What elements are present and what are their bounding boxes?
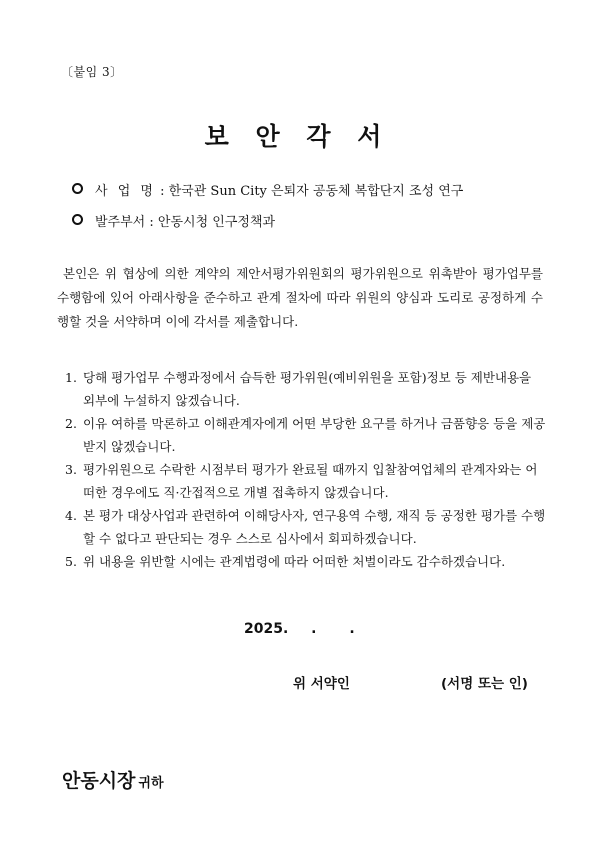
- item-number: 1.: [65, 370, 77, 385]
- project-separator: :: [160, 184, 165, 199]
- signature-or-seal-label: (서명 또는 인): [441, 676, 528, 692]
- circle-bullet-icon: [72, 183, 83, 194]
- list-item: [65, 550, 547, 573]
- project-value: 한국관 Sun City 은퇴자 공동체 복합단지 조성 연구: [168, 184, 464, 199]
- date-line: [244, 621, 355, 637]
- department-separator: :: [149, 215, 154, 230]
- item-text: 위 내용을 위반할 시에는 관계법령에 따라 어떠한 처벌이라도 감수하겠습니다.: [83, 554, 506, 569]
- department-label: 발주부서: [95, 215, 146, 230]
- pledge-list: [65, 366, 547, 573]
- recipient-name: 안동시장: [62, 770, 136, 792]
- date-month: .: [311, 621, 317, 637]
- item-text: 이유 여하를 막론하고 이해관계자에게 어떤 부당한 요구를 하거나 금품향응 등을 제공받지 않겠습니다.: [83, 416, 546, 454]
- circle-bullet-icon: [72, 214, 83, 225]
- signer-label: 위 서약인: [293, 676, 350, 692]
- item-number: 5.: [65, 554, 77, 569]
- department-line: [72, 211, 275, 230]
- attachment-label: 〔붙임 3〕: [61, 65, 123, 79]
- item-text: 당해 평가업무 수행과정에서 습득한 평가위원(예비위원을 포함)정보 등 제반내용을 외부에 누설하지 않겠습니다.: [83, 370, 532, 408]
- recipient-suffix: 귀하: [138, 776, 164, 791]
- document-title: 보 안 각 서: [204, 122, 391, 151]
- date-day: .: [349, 621, 355, 637]
- list-item: [65, 458, 547, 504]
- item-number: 2.: [65, 416, 77, 431]
- intro-paragraph: 본인은 위 협상에 의한 계약의 제안서평가위원회의 평가위원으로 위촉받아 평가업무를 수행함에 있어 아래사항을 준수하고 관계 절차에 따라 위원의 양심과 도리로 공정하게 수행할 것을 서약하며 이에 각서를 제출합니다.: [57, 266, 543, 329]
- item-number: 3.: [65, 462, 77, 477]
- recipient: [62, 766, 164, 793]
- date-year: 2025.: [244, 621, 289, 637]
- department-value: 안동시청 인구정책과: [157, 215, 276, 230]
- list-item: [65, 412, 547, 458]
- item-text: 평가위원으로 수락한 시점부터 평가가 완료될 때까지 입찰참여업체의 관계자와는 어떠한 경우에도 직·간접적으로 개별 접촉하지 않겠습니다.: [83, 462, 538, 500]
- project-label: 사 업 명: [95, 184, 156, 199]
- list-item: [65, 504, 547, 550]
- item-number: 4.: [65, 508, 77, 523]
- project-line: [72, 180, 463, 199]
- list-item: [65, 366, 547, 412]
- item-text: 본 평가 대상사업과 관련하여 이해당사자, 연구용역 수행, 재직 등 공정한 평가를 수행할 수 없다고 판단되는 경우 스스로 심사에서 회피하겠습니다.: [83, 508, 546, 546]
